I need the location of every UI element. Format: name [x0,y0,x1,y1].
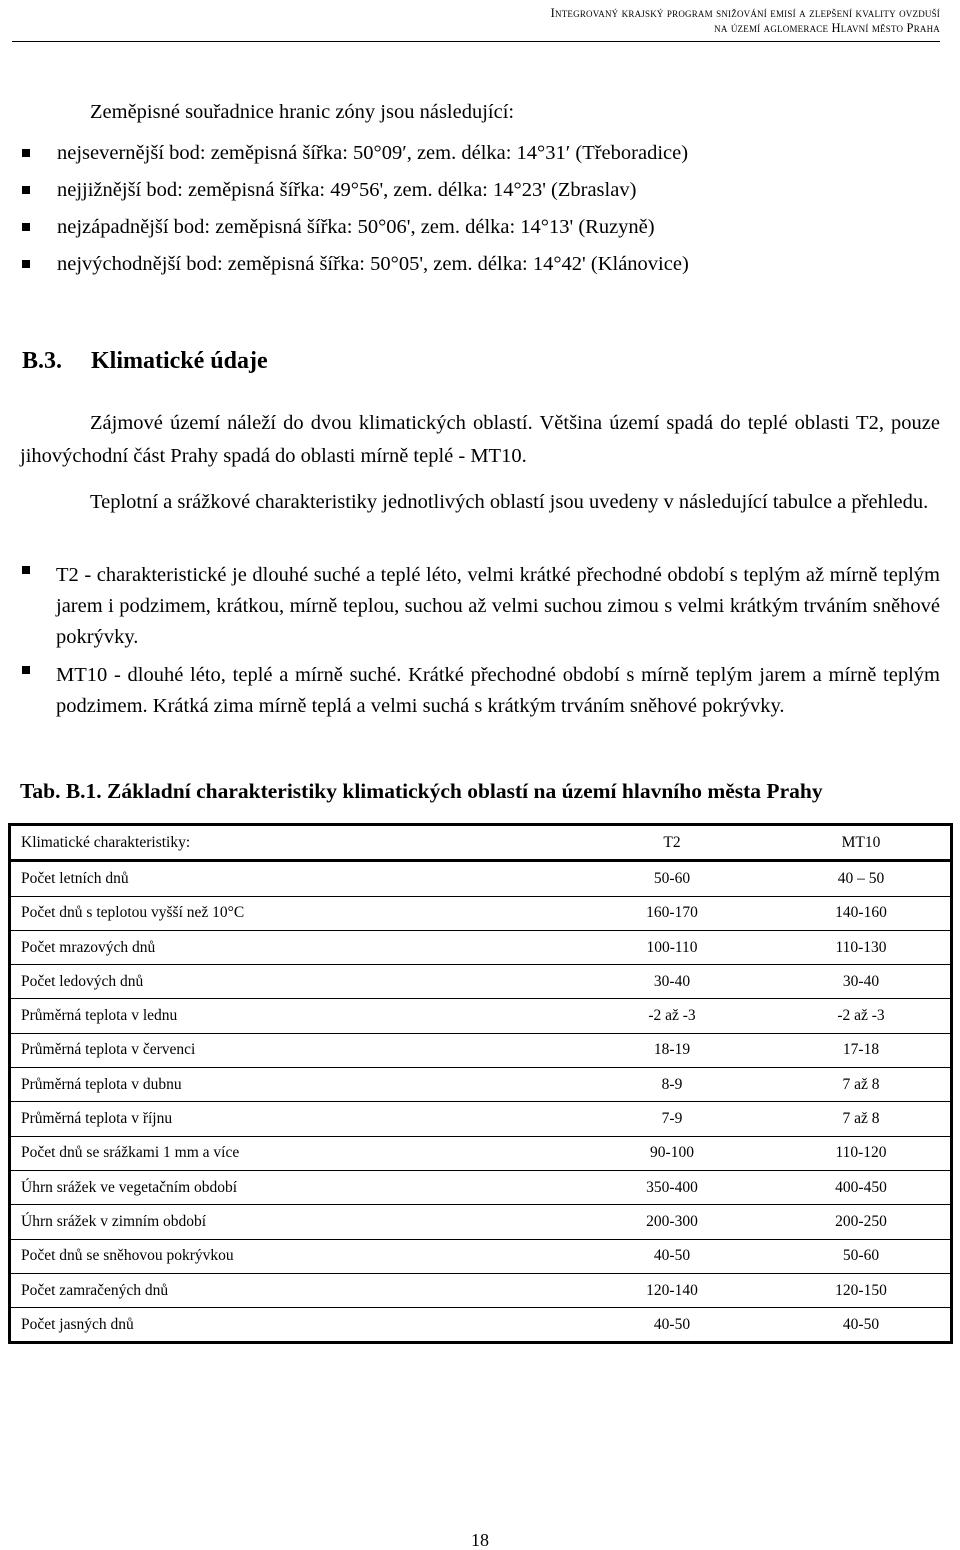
table-cell: 120-150 [772,1273,950,1307]
climate-regions-list [20,560,940,729]
header-rule [12,41,940,42]
section-title: Klimatické údaje [91,348,268,374]
table-row [11,1102,950,1136]
table-cell: 8-9 [572,1068,772,1102]
table-caption: Tab. B.1. Základní charakteristiky klimatických oblastí na území hlavního města Prahy [20,779,823,803]
table-cell: 17-18 [772,1033,950,1067]
section-heading [22,347,268,375]
table-cell: 18-19 [572,1033,772,1067]
table-row [11,1068,950,1102]
list-item-text: T2 - charakteristické je dlouhé suché a teplé léto, velmi krátké přechodné období s teplým až mírně teplým jarem i podzimem, krátkou, mírně teplou, suchou až velmi suchou zimou s velmi krátkým trváním sněhové pokrývky. [56,564,940,648]
table-cell: 400-450 [772,1170,950,1204]
table-cell: 40-50 [572,1239,772,1273]
square-bullet-icon [22,149,30,157]
list-item-text: nejvýchodnější bod: zeměpisná šířka: 50°05', zem. délka: 14°42' (Klánovice) [57,253,689,275]
square-bullet-icon [22,223,30,231]
table-cell: 200-300 [572,1205,772,1239]
table-cell: -2 až -3 [572,999,772,1033]
table-cell: 7 až 8 [772,1102,950,1136]
list-item-text: MT10 - dlouhé léto, teplé a mírně suché. Krátké přechodné období s mírně teplým jarem a mírně teplým podzimem. Krátká zima mírně teplá a velmi suchá s krátkým trváním sněhové pokrývky. [56,664,940,717]
list-item [22,178,689,215]
table-cell: 40 – 50 [772,861,950,896]
table-row [11,1170,950,1204]
table-cell: 30-40 [572,965,772,999]
table-cell: Počet jasných dnů [21,1315,134,1333]
page-number: 18 [471,1530,489,1550]
coordinates-list [22,141,689,289]
list-item [22,141,689,178]
table-cell: Průměrná teplota v červenci [11,1033,572,1067]
table-body [11,861,950,1342]
table-row [11,861,950,896]
list-item-text: nejzápadnější bod: zeměpisná šířka: 50°06', zem. délka: 14°13' (Ruzyně) [57,216,655,238]
square-bullet-icon [22,666,30,674]
table-cell: 7 až 8 [772,1068,950,1102]
section-number: B.3. [22,348,63,374]
table-cell: Úhrn srážek v zimním období [11,1205,572,1239]
header-line-1: Integrovaný krajský program snižování emisí a zlepšení kvality ovzduší [550,6,940,20]
table-cell: 100-110 [572,930,772,964]
list-item [22,252,689,289]
list-item-text: nejjižnější bod: zeměpisná šířka: 49°56', zem. délka: 14°23' (Zbraslav) [57,179,637,201]
table-cell: 50-60 [772,1239,950,1273]
table-cell: 110-120 [772,1136,950,1170]
header-line-2: na území aglomerace Hlavní město Praha [714,21,940,35]
column-header: Klimatické charakteristiky: [11,826,572,861]
table-cell: Počet ledových dnů [11,965,572,999]
table-cell: Počet dnů se sněhovou pokrývkou [11,1239,572,1273]
table-cell: -2 až -3 [772,999,950,1033]
table-cell: 200-250 [772,1205,950,1239]
column-header: MT10 [772,826,950,861]
square-bullet-icon [22,186,30,194]
list-item [20,560,940,653]
column-header: T2 [572,826,772,861]
square-bullet-icon [22,566,30,574]
table-cell: 30-40 [772,965,950,999]
table-cell: Počet dnů se srážkami 1 mm a více [11,1136,572,1170]
table-cell: 120-140 [572,1273,772,1307]
table-cell: 350-400 [572,1170,772,1204]
table-cell: Úhrn srážek ve vegetačním období [11,1170,572,1204]
table-row [11,1273,950,1307]
table-cell: Počet zamračených dnů [11,1273,572,1307]
coordinates-intro: Zeměpisné souřadnice hranic zóny jsou následující: [90,101,515,123]
table-row [11,896,950,930]
list-item-text: nejsevernější bod: zeměpisná šířka: 50°09′, zem. délka: 14°31′ (Třeboradice) [57,142,689,164]
table-row [11,930,950,964]
table-cell: 140-160 [772,896,950,930]
table-cell: Průměrná teplota v lednu [11,999,572,1033]
table-cell: 50-60 [572,861,772,896]
table-header-row [11,826,950,861]
table-cell: Průměrná teplota v dubnu [11,1068,572,1102]
square-bullet-icon [22,260,30,268]
table-row [11,965,950,999]
table-cell: Průměrná teplota v říjnu [11,1102,572,1136]
table-row [11,1033,950,1067]
list-item [22,215,689,252]
table-cell: Počet letních dnů [11,861,572,896]
table-row [11,1205,950,1239]
paragraph-characteristics: Teplotní a srážkové charakteristiky jednotlivých oblastí jsou uvedeny v následující tabulce a přehledu. [90,491,929,513]
table-cell: 110-130 [772,930,950,964]
list-item [20,660,940,722]
table-row [11,1239,950,1273]
table-cell: 40-50 [653,1315,691,1333]
table-row [11,1136,950,1170]
table-row [11,1308,950,1342]
table-cell: 7-9 [572,1102,772,1136]
table-cell: Počet dnů s teplotou vyšší než 10°C [11,896,572,930]
table-row [11,999,950,1033]
table-cell: Počet mrazových dnů [11,930,572,964]
table-cell: 90-100 [572,1136,772,1170]
paragraph-climate-regions: Zájmové území náleží do dvou klimatických oblastí. Většina území spadá do teplé oblasti T2, pouze jihovýchodní část Prahy spadá do oblasti mírně teplé - MT10. [20,412,940,467]
page-header [551,6,940,36]
table-cell: 40-50 [842,1315,880,1333]
climate-table [8,823,953,1344]
table-cell: 160-170 [572,896,772,930]
